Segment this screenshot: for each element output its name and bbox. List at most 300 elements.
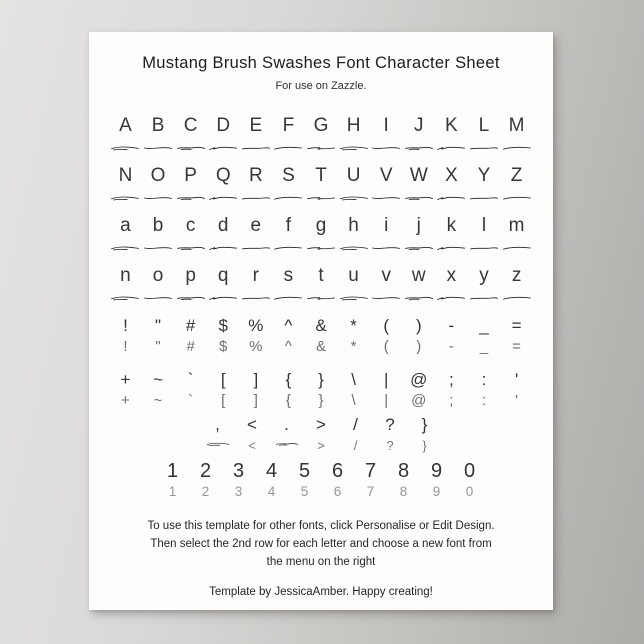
brush-swash-glyph: [404, 143, 434, 155]
char-cell: [305, 116, 338, 155]
char-cell: [468, 316, 501, 355]
brush-font-glyph: ': [515, 392, 518, 409]
font-label-glyph: }: [421, 415, 428, 434]
char-cell: [402, 370, 435, 409]
brush-swash-glyph: [469, 143, 499, 155]
brush-swash-glyph: [404, 243, 434, 255]
char-cell: [321, 460, 354, 499]
char-cell: [269, 415, 304, 450]
brush-font-glyph: }: [422, 438, 427, 453]
brush-font-glyph: 0: [465, 484, 474, 499]
brush-swash-glyph: [339, 143, 369, 155]
brush-swash-glyph: [371, 243, 401, 255]
font-label-glyph: !: [123, 316, 128, 335]
brush-font-glyph: 3: [234, 484, 243, 499]
brush-font-glyph: (: [383, 338, 389, 355]
brush-swash-glyph: [273, 193, 303, 205]
brush-font-glyph: <: [248, 438, 256, 453]
char-cell: [304, 415, 339, 453]
char-cell: [500, 166, 533, 205]
brush-swash-glyph: [110, 193, 140, 205]
brush-font-glyph: }: [318, 392, 324, 409]
brush-swash-glyph: [143, 243, 173, 255]
char-cell: [109, 116, 142, 155]
char-cell: [240, 266, 273, 305]
brush-swash-glyph: [469, 193, 499, 205]
brush-swash-glyph: [110, 293, 140, 305]
brush-font-glyph: =: [512, 338, 521, 355]
char-cell: [174, 370, 207, 409]
font-label-glyph: k: [446, 215, 457, 236]
char-cell: [420, 460, 453, 499]
brush-swash-glyph: [339, 293, 369, 305]
char-cell: [207, 370, 240, 409]
font-label-glyph: l: [481, 215, 487, 236]
brush-font-glyph: >: [317, 438, 325, 453]
brush-swash-glyph: [371, 293, 401, 305]
char-cell: [240, 370, 273, 409]
brush-font-glyph: `: [188, 392, 194, 409]
brush-swash-glyph: [208, 293, 238, 305]
char-cell: [402, 216, 435, 255]
brush-swash-glyph: [176, 293, 206, 305]
font-label-glyph: Y: [477, 165, 491, 186]
instructions-line: To use this template for other fonts, click Personalise or Edit Design.: [147, 520, 495, 532]
char-cell: [305, 266, 338, 305]
instructions-line: Then select the 2nd row for each letter and choose a new font from: [150, 538, 492, 550]
font-label-glyph: R: [248, 165, 263, 186]
font-label-glyph: $: [218, 316, 228, 335]
char-cell: [370, 166, 403, 205]
font-label-glyph: {: [285, 370, 292, 389]
font-label-glyph: Z: [510, 165, 523, 186]
brush-swash-glyph: [143, 193, 173, 205]
font-label-glyph: e: [250, 215, 262, 236]
char-cell: [174, 216, 207, 255]
font-label-glyph: /: [353, 415, 358, 434]
brush-swash-glyph: [469, 243, 499, 255]
brush-font-glyph: ?: [386, 438, 394, 453]
brush-swash-glyph: [176, 193, 206, 205]
font-label-glyph: p: [185, 265, 196, 286]
char-row-letters: [89, 216, 553, 255]
font-label-glyph: @: [410, 370, 428, 389]
char-cell: [142, 370, 175, 409]
char-cell: [305, 216, 338, 255]
font-label-glyph: i: [384, 215, 389, 236]
font-label-glyph: n: [120, 265, 131, 286]
brush-swash-glyph: [306, 243, 336, 255]
font-label-glyph: N: [118, 165, 133, 186]
brush-swash-glyph: [208, 193, 238, 205]
brush-swash-glyph: [436, 243, 466, 255]
font-label-glyph: P: [184, 165, 197, 186]
char-cell: [468, 166, 501, 205]
brush-swash-glyph: [143, 143, 173, 155]
font-label-glyph: ^: [284, 316, 293, 335]
char-cell: [500, 370, 533, 409]
char-cell: [272, 216, 305, 255]
char-row-symbols: [89, 316, 553, 355]
char-cell: [337, 166, 370, 205]
brush-font-glyph: :: [481, 392, 487, 409]
brush-font-glyph: $: [219, 338, 228, 355]
font-label-glyph: B: [151, 115, 165, 136]
font-label-glyph: ': [514, 370, 519, 389]
brush-swash-glyph: [208, 243, 238, 255]
char-cell: [435, 216, 468, 255]
font-label-glyph: *: [350, 316, 357, 335]
char-cell: [272, 266, 305, 305]
brush-swash-glyph: [469, 293, 499, 305]
char-cell: [272, 166, 305, 205]
brush-font-glyph: +: [121, 392, 130, 409]
brush-swash-glyph: [371, 143, 401, 155]
char-cell: [453, 460, 486, 499]
font-label-glyph: +: [120, 370, 131, 389]
char-cell: [109, 266, 142, 305]
brush-font-glyph: 1: [168, 484, 177, 499]
font-label-glyph: ]: [253, 370, 259, 389]
font-label-glyph: Q: [215, 165, 231, 186]
brush-font-glyph: 2: [201, 484, 210, 499]
char-cell: [370, 266, 403, 305]
brush-font-glyph: ~: [153, 392, 163, 409]
brush-swash-glyph: [206, 440, 230, 450]
char-cell: [337, 266, 370, 305]
brush-swash-glyph: [273, 293, 303, 305]
brush-swash-glyph: [241, 193, 271, 205]
font-label-glyph: a: [120, 215, 131, 236]
char-cell: [235, 415, 270, 453]
brush-swash-glyph: [241, 243, 271, 255]
font-label-glyph: 6: [331, 460, 344, 482]
char-cell: [142, 116, 175, 155]
font-label-glyph: \: [351, 370, 356, 389]
brush-font-glyph: 6: [333, 484, 342, 499]
font-label-glyph: %: [248, 316, 264, 335]
char-cell: [354, 460, 387, 499]
font-label-glyph: ): [415, 316, 422, 335]
font-label-glyph: h: [348, 215, 359, 236]
font-label-glyph: =: [511, 316, 522, 335]
font-label-glyph: #: [185, 316, 196, 335]
font-label-glyph: C: [183, 115, 198, 136]
brush-swash-glyph: [241, 143, 271, 155]
char-cell: [468, 116, 501, 155]
font-label-glyph: O: [150, 165, 166, 186]
char-cell: [337, 316, 370, 355]
font-label-glyph: J: [414, 115, 424, 136]
brush-font-glyph: 8: [399, 484, 408, 499]
char-cell: [222, 460, 255, 499]
brush-swash-glyph: [306, 293, 336, 305]
char-cell: [255, 460, 288, 499]
font-label-glyph: s: [283, 265, 294, 286]
char-cell: [402, 116, 435, 155]
font-label-glyph: U: [346, 165, 361, 186]
char-cell: [272, 316, 305, 355]
brush-swash-glyph: [371, 193, 401, 205]
font-label-glyph: z: [511, 265, 522, 286]
char-cell: [305, 166, 338, 205]
brush-font-glyph: ": [155, 338, 161, 355]
instructions: [89, 517, 553, 571]
font-label-glyph: _: [479, 316, 489, 335]
brush-swash-glyph: [275, 440, 299, 450]
font-label-glyph: g: [315, 215, 327, 236]
font-label-glyph: ?: [385, 415, 395, 434]
font-label-glyph: f: [285, 215, 292, 236]
font-label-glyph: I: [383, 115, 389, 136]
brush-swash-glyph: [502, 243, 532, 255]
brush-font-glyph: #: [186, 338, 195, 355]
brush-font-glyph: ): [416, 338, 422, 355]
char-cell: [500, 216, 533, 255]
brush-font-glyph: ^: [284, 338, 292, 355]
char-cell: [468, 266, 501, 305]
font-label-glyph: (: [383, 316, 390, 335]
font-label-glyph: .: [284, 415, 289, 434]
font-label-glyph: G: [313, 115, 329, 136]
char-row-letters: [89, 116, 553, 155]
brush-font-glyph: 5: [300, 484, 309, 499]
font-label-glyph: o: [152, 265, 164, 286]
brush-swash-glyph: [143, 293, 173, 305]
char-cell: [189, 460, 222, 499]
font-label-glyph: b: [152, 215, 164, 236]
char-cell: [240, 316, 273, 355]
font-label-glyph: j: [416, 215, 421, 236]
char-cell: [207, 116, 240, 155]
font-label-glyph: ~: [153, 370, 163, 389]
brush-font-glyph: {: [285, 392, 291, 409]
brush-swash-glyph: [273, 143, 303, 155]
char-cell: [337, 216, 370, 255]
font-label-glyph: K: [445, 115, 458, 136]
font-label-glyph: 1: [166, 460, 179, 482]
font-label-glyph: >: [316, 415, 326, 434]
font-label-glyph: 2: [199, 460, 212, 482]
font-label-glyph: M: [508, 115, 525, 136]
brush-font-glyph: %: [249, 338, 263, 355]
char-cell: [435, 316, 468, 355]
brush-swash-glyph: [176, 143, 206, 155]
char-cell: [435, 370, 468, 409]
char-cell: [338, 415, 373, 453]
font-label-glyph: u: [348, 265, 359, 286]
font-label-glyph: ;: [449, 370, 454, 389]
char-row-numbers: [89, 460, 553, 499]
font-label-glyph: L: [478, 115, 490, 136]
font-label-glyph: F: [282, 115, 295, 136]
char-cell: [109, 216, 142, 255]
font-label-glyph: m: [508, 215, 525, 236]
brush-swash-glyph: [241, 293, 271, 305]
font-label-glyph: r: [252, 265, 259, 286]
char-cell: [500, 266, 533, 305]
char-cell: [288, 460, 321, 499]
char-cell: [500, 116, 533, 155]
brush-font-glyph: \: [351, 392, 356, 409]
char-cell: [174, 266, 207, 305]
font-label-glyph: y: [479, 265, 489, 286]
brush-swash-glyph: [306, 143, 336, 155]
brush-font-glyph: _: [479, 338, 489, 355]
brush-font-glyph: /: [353, 438, 358, 453]
char-cell: [337, 370, 370, 409]
font-label-glyph: H: [346, 115, 361, 136]
poster: [89, 32, 553, 610]
font-label-glyph: X: [445, 165, 458, 186]
char-cell: [305, 316, 338, 355]
brush-swash-glyph: [404, 193, 434, 205]
brush-font-glyph: -: [448, 338, 454, 355]
char-cell: [402, 316, 435, 355]
font-label-glyph: -: [448, 316, 455, 335]
brush-swash-glyph: [339, 243, 369, 255]
brush-swash-glyph: [502, 293, 532, 305]
brush-font-glyph: 7: [366, 484, 375, 499]
char-cell: [240, 116, 273, 155]
font-label-glyph: V: [379, 165, 393, 186]
char-cell: [370, 316, 403, 355]
instructions-line: the menu on the right: [266, 556, 376, 568]
char-cell: [207, 166, 240, 205]
font-label-glyph: w: [411, 265, 426, 286]
brush-swash-glyph: [208, 143, 238, 155]
char-cell: [402, 166, 435, 205]
brush-swash-glyph: [436, 143, 466, 155]
brush-swash-glyph: [110, 143, 140, 155]
char-cell: [402, 266, 435, 305]
char-cell: [174, 116, 207, 155]
font-label-glyph: v: [381, 265, 391, 286]
char-cell: [207, 266, 240, 305]
char-cell: [109, 166, 142, 205]
brush-font-glyph: *: [350, 338, 357, 355]
brush-font-glyph: @: [411, 392, 427, 409]
brush-swash-glyph: [502, 143, 532, 155]
char-cell: [305, 370, 338, 409]
font-label-glyph: q: [217, 265, 229, 286]
char-cell: [174, 316, 207, 355]
char-cell: [109, 370, 142, 409]
brush-font-glyph: ]: [253, 392, 258, 409]
font-label-glyph: 3: [232, 460, 245, 482]
page-title: Mustang Brush Swashes Font Character Sheet: [142, 54, 500, 72]
font-label-glyph: }: [318, 370, 324, 389]
char-cell: [468, 216, 501, 255]
char-row-letters: [89, 166, 553, 205]
char-cell: [337, 116, 370, 155]
char-cell: [240, 166, 273, 205]
brush-font-glyph: ;: [449, 392, 454, 409]
brush-swash-glyph: [339, 193, 369, 205]
brush-font-glyph: [: [221, 392, 226, 409]
font-label-glyph: :: [481, 370, 487, 389]
char-cell: [370, 216, 403, 255]
brush-swash-glyph: [436, 193, 466, 205]
brush-font-glyph: |: [384, 392, 389, 409]
credit-line: Template by JessicaAmber. Happy creating!: [209, 586, 433, 598]
char-cell: [435, 116, 468, 155]
char-cell: [156, 460, 189, 499]
font-label-glyph: 4: [265, 460, 278, 482]
brush-font-glyph: 9: [432, 484, 441, 499]
font-label-glyph: `: [187, 370, 194, 389]
char-row-symbols: [89, 370, 553, 409]
char-cell: [373, 415, 408, 453]
brush-swash-glyph: [306, 193, 336, 205]
char-row-mixed: [89, 415, 553, 453]
character-grid: [89, 116, 553, 499]
font-label-glyph: W: [409, 165, 428, 186]
char-cell: [500, 316, 533, 355]
char-cell: [468, 370, 501, 409]
font-label-glyph: T: [315, 165, 327, 186]
font-label-glyph: D: [216, 115, 231, 136]
char-cell: [272, 116, 305, 155]
font-label-glyph: 9: [430, 460, 443, 482]
page-subtitle: For use on Zazzle.: [275, 80, 367, 92]
brush-font-glyph: &: [315, 338, 326, 355]
brush-swash-glyph: [273, 243, 303, 255]
char-cell: [109, 316, 142, 355]
font-label-glyph: d: [217, 215, 229, 236]
font-label-glyph: |: [383, 370, 389, 389]
brush-swash-glyph: [176, 243, 206, 255]
font-label-glyph: 8: [397, 460, 410, 482]
char-row-letters: [89, 266, 553, 305]
brush-swash-glyph: [436, 293, 466, 305]
font-label-glyph: 7: [364, 460, 377, 482]
brush-font-glyph: 4: [267, 484, 276, 499]
font-label-glyph: 5: [298, 460, 311, 482]
char-cell: [200, 415, 235, 450]
brush-swash-glyph: [110, 243, 140, 255]
char-cell: [207, 216, 240, 255]
char-cell: [142, 166, 175, 205]
char-cell: [435, 266, 468, 305]
font-label-glyph: ": [155, 316, 162, 335]
font-label-glyph: 0: [463, 460, 476, 482]
font-label-glyph: E: [249, 115, 263, 136]
brush-swash-glyph: [404, 293, 434, 305]
char-cell: [142, 216, 175, 255]
font-label-glyph: t: [318, 265, 324, 286]
char-cell: [370, 370, 403, 409]
char-cell: [240, 216, 273, 255]
char-cell: [207, 316, 240, 355]
font-label-glyph: [: [220, 370, 226, 389]
char-cell: [435, 166, 468, 205]
brush-swash-glyph: [502, 193, 532, 205]
char-cell: [272, 370, 305, 409]
brush-font-glyph: !: [123, 338, 128, 355]
char-cell: [387, 460, 420, 499]
font-label-glyph: A: [119, 115, 132, 136]
font-label-glyph: &: [315, 316, 327, 335]
char-cell: [370, 116, 403, 155]
char-cell: [142, 316, 175, 355]
font-label-glyph: ,: [215, 415, 220, 434]
char-cell: [142, 266, 175, 305]
font-label-glyph: x: [446, 265, 457, 286]
char-cell: [174, 166, 207, 205]
font-label-glyph: <: [247, 415, 257, 434]
font-label-glyph: c: [185, 215, 196, 236]
